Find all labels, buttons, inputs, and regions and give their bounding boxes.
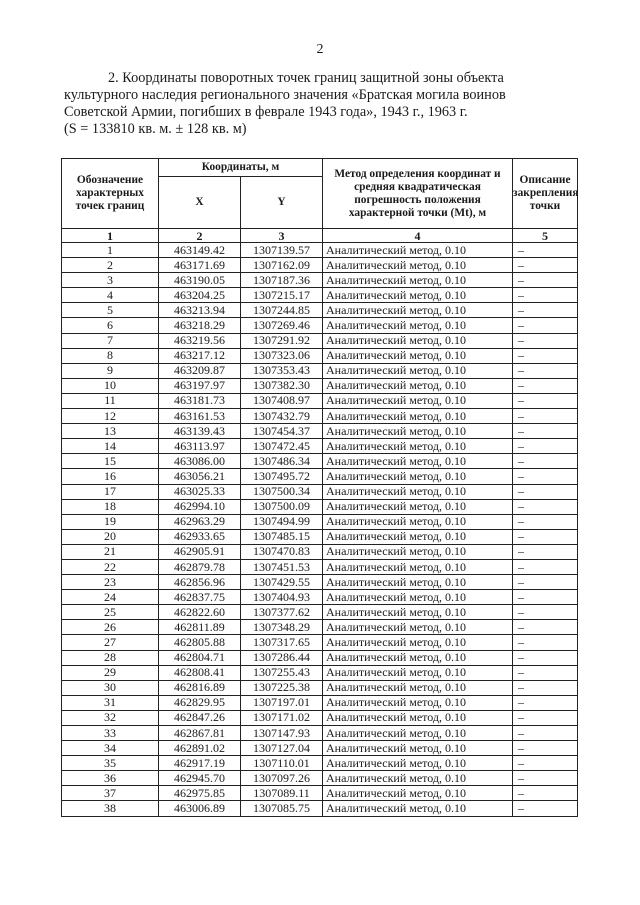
- description-cell: –: [513, 710, 578, 725]
- method-cell: Аналитический метод, 0.10: [323, 514, 513, 529]
- method-cell: Аналитический метод, 0.10: [323, 710, 513, 725]
- x-coordinate-cell: 462945.70: [159, 771, 241, 786]
- x-coordinate-cell: 463086.00: [159, 454, 241, 469]
- x-coordinate-cell: 462879.78: [159, 559, 241, 574]
- x-coordinate-cell: 462847.26: [159, 710, 241, 725]
- point-number-cell: 28: [62, 650, 159, 665]
- table-row: [62, 258, 578, 273]
- table-row: [62, 378, 578, 393]
- method-cell: Аналитический метод, 0.10: [323, 378, 513, 393]
- x-coordinate-cell: 463190.05: [159, 273, 241, 288]
- x-coordinate-cell: 463113.97: [159, 439, 241, 454]
- point-number-cell: 22: [62, 559, 159, 574]
- table-body: [62, 243, 578, 817]
- method-cell: Аналитический метод, 0.10: [323, 559, 513, 574]
- method-cell: Аналитический метод, 0.10: [323, 620, 513, 635]
- method-cell: Аналитический метод, 0.10: [323, 273, 513, 288]
- y-coordinate-cell: 1307348.29: [241, 620, 323, 635]
- table-row: [62, 741, 578, 756]
- heading-line-1: 2. Координаты поворотных точек границ защитной зоны объекта: [108, 70, 504, 86]
- description-cell: –: [513, 393, 578, 408]
- y-coordinate-cell: 1307171.02: [241, 710, 323, 725]
- header-description: Описание закрепления точки: [513, 159, 578, 229]
- y-coordinate-cell: 1307494.99: [241, 514, 323, 529]
- method-cell: Аналитический метод, 0.10: [323, 590, 513, 605]
- table-row: [62, 786, 578, 801]
- x-coordinate-cell: 463139.43: [159, 424, 241, 439]
- x-coordinate-cell: 462816.89: [159, 680, 241, 695]
- table-row: [62, 288, 578, 303]
- description-cell: –: [513, 273, 578, 288]
- y-coordinate-cell: 1307255.43: [241, 665, 323, 680]
- method-cell: Аналитический метод, 0.10: [323, 333, 513, 348]
- x-coordinate-cell: 463213.94: [159, 303, 241, 318]
- y-coordinate-cell: 1307485.15: [241, 529, 323, 544]
- description-cell: –: [513, 635, 578, 650]
- point-number-cell: 35: [62, 756, 159, 771]
- point-number-cell: 37: [62, 786, 159, 801]
- table-row: [62, 393, 578, 408]
- y-coordinate-cell: 1307097.26: [241, 771, 323, 786]
- point-number-cell: 34: [62, 741, 159, 756]
- table-row: [62, 650, 578, 665]
- x-coordinate-cell: 462963.29: [159, 514, 241, 529]
- point-number-cell: 4: [62, 288, 159, 303]
- y-coordinate-cell: 1307197.01: [241, 695, 323, 710]
- method-cell: Аналитический метод, 0.10: [323, 424, 513, 439]
- description-cell: –: [513, 575, 578, 590]
- method-cell: Аналитический метод, 0.10: [323, 650, 513, 665]
- description-cell: –: [513, 741, 578, 756]
- point-number-cell: 31: [62, 695, 159, 710]
- point-number-cell: 36: [62, 771, 159, 786]
- y-coordinate-cell: 1307162.09: [241, 258, 323, 273]
- description-cell: –: [513, 514, 578, 529]
- y-coordinate-cell: 1307451.53: [241, 559, 323, 574]
- point-number-cell: 2: [62, 258, 159, 273]
- table-row: [62, 665, 578, 680]
- point-number-cell: 19: [62, 514, 159, 529]
- point-number-cell: 10: [62, 378, 159, 393]
- method-cell: Аналитический метод, 0.10: [323, 665, 513, 680]
- description-cell: –: [513, 605, 578, 620]
- heading-line-2: культурного наследия регионального значения «Братская могила воинов: [64, 87, 506, 103]
- method-cell: Аналитический метод, 0.10: [323, 439, 513, 454]
- table-row: [62, 575, 578, 590]
- table-row: [62, 454, 578, 469]
- method-cell: Аналитический метод, 0.10: [323, 695, 513, 710]
- x-coordinate-cell: 462808.41: [159, 665, 241, 680]
- method-cell: Аналитический метод, 0.10: [323, 243, 513, 258]
- y-coordinate-cell: 1307286.44: [241, 650, 323, 665]
- description-cell: –: [513, 620, 578, 635]
- header-designation: Обозначение характерных точек границ: [62, 159, 159, 229]
- point-number-cell: 1: [62, 243, 159, 258]
- method-cell: Аналитический метод, 0.10: [323, 303, 513, 318]
- y-coordinate-cell: 1307147.93: [241, 726, 323, 741]
- method-cell: Аналитический метод, 0.10: [323, 680, 513, 695]
- point-number-cell: 38: [62, 801, 159, 816]
- y-coordinate-cell: 1307377.62: [241, 605, 323, 620]
- y-coordinate-cell: 1307408.97: [241, 393, 323, 408]
- x-coordinate-cell: 462933.65: [159, 529, 241, 544]
- y-coordinate-cell: 1307317.65: [241, 635, 323, 650]
- x-coordinate-cell: 462811.89: [159, 620, 241, 635]
- description-cell: –: [513, 333, 578, 348]
- x-coordinate-cell: 463006.89: [159, 801, 241, 816]
- y-coordinate-cell: 1307187.36: [241, 273, 323, 288]
- method-cell: Аналитический метод, 0.10: [323, 318, 513, 333]
- table-row: [62, 409, 578, 424]
- y-coordinate-cell: 1307139.57: [241, 243, 323, 258]
- x-coordinate-cell: 462837.75: [159, 590, 241, 605]
- table-row: [62, 559, 578, 574]
- x-coordinate-cell: 462804.71: [159, 650, 241, 665]
- x-coordinate-cell: 462856.96: [159, 575, 241, 590]
- method-cell: Аналитический метод, 0.10: [323, 575, 513, 590]
- description-cell: –: [513, 378, 578, 393]
- x-coordinate-cell: 463218.29: [159, 318, 241, 333]
- point-number-cell: 15: [62, 454, 159, 469]
- table-row: [62, 605, 578, 620]
- column-number: 5: [513, 229, 578, 243]
- y-coordinate-cell: 1307323.06: [241, 348, 323, 363]
- coordinates-table: [61, 158, 578, 817]
- method-cell: Аналитический метод, 0.10: [323, 348, 513, 363]
- point-number-cell: 29: [62, 665, 159, 680]
- point-number-cell: 6: [62, 318, 159, 333]
- table-row: [62, 771, 578, 786]
- x-coordinate-cell: 463056.21: [159, 469, 241, 484]
- point-number-cell: 26: [62, 620, 159, 635]
- method-cell: Аналитический метод, 0.10: [323, 469, 513, 484]
- method-cell: Аналитический метод, 0.10: [323, 786, 513, 801]
- y-coordinate-cell: 1307404.93: [241, 590, 323, 605]
- description-cell: –: [513, 363, 578, 378]
- description-cell: –: [513, 529, 578, 544]
- description-cell: –: [513, 801, 578, 816]
- description-cell: –: [513, 424, 578, 439]
- table-row: [62, 333, 578, 348]
- point-number-cell: 14: [62, 439, 159, 454]
- point-number-cell: 33: [62, 726, 159, 741]
- description-cell: –: [513, 695, 578, 710]
- y-coordinate-cell: 1307269.46: [241, 318, 323, 333]
- method-cell: Аналитический метод, 0.10: [323, 741, 513, 756]
- x-coordinate-cell: 463025.33: [159, 484, 241, 499]
- x-coordinate-cell: 462867.81: [159, 726, 241, 741]
- y-coordinate-cell: 1307500.34: [241, 484, 323, 499]
- column-number-row: [62, 229, 578, 243]
- header-x: X: [159, 177, 241, 229]
- method-cell: Аналитический метод, 0.10: [323, 288, 513, 303]
- table-row: [62, 499, 578, 514]
- description-cell: –: [513, 469, 578, 484]
- x-coordinate-cell: 463161.53: [159, 409, 241, 424]
- method-cell: Аналитический метод, 0.10: [323, 771, 513, 786]
- description-cell: –: [513, 439, 578, 454]
- description-cell: –: [513, 348, 578, 363]
- point-number-cell: 32: [62, 710, 159, 725]
- column-number: 4: [323, 229, 513, 243]
- table-row: [62, 590, 578, 605]
- table-row: [62, 620, 578, 635]
- x-coordinate-cell: 463217.12: [159, 348, 241, 363]
- header-y: Y: [241, 177, 323, 229]
- description-cell: –: [513, 786, 578, 801]
- point-number-cell: 25: [62, 605, 159, 620]
- method-cell: Аналитический метод, 0.10: [323, 258, 513, 273]
- x-coordinate-cell: 462917.19: [159, 756, 241, 771]
- heading-line-3: Советской Армии, погибших в феврале 1943 года», 1943 г., 1963 г.: [64, 104, 468, 120]
- heading-line-4: (S = 133810 кв. м. ± 128 кв. м): [64, 121, 247, 137]
- x-coordinate-cell: 463204.25: [159, 288, 241, 303]
- y-coordinate-cell: 1307382.30: [241, 378, 323, 393]
- point-number-cell: 21: [62, 544, 159, 559]
- method-cell: Аналитический метод, 0.10: [323, 363, 513, 378]
- description-cell: –: [513, 665, 578, 680]
- point-number-cell: 16: [62, 469, 159, 484]
- description-cell: –: [513, 559, 578, 574]
- y-coordinate-cell: 1307353.43: [241, 363, 323, 378]
- table-row: [62, 695, 578, 710]
- x-coordinate-cell: 463149.42: [159, 243, 241, 258]
- y-coordinate-cell: 1307127.04: [241, 741, 323, 756]
- section-heading: [64, 70, 574, 138]
- x-coordinate-cell: 463181.73: [159, 393, 241, 408]
- description-cell: –: [513, 590, 578, 605]
- point-number-cell: 7: [62, 333, 159, 348]
- point-number-cell: 23: [62, 575, 159, 590]
- method-cell: Аналитический метод, 0.10: [323, 605, 513, 620]
- table-row: [62, 801, 578, 816]
- table-row: [62, 680, 578, 695]
- x-coordinate-cell: 463171.69: [159, 258, 241, 273]
- table-row: [62, 514, 578, 529]
- y-coordinate-cell: 1307215.17: [241, 288, 323, 303]
- point-number-cell: 30: [62, 680, 159, 695]
- x-coordinate-cell: 462829.95: [159, 695, 241, 710]
- y-coordinate-cell: 1307110.01: [241, 756, 323, 771]
- table-row: [62, 469, 578, 484]
- table-row: [62, 424, 578, 439]
- description-cell: –: [513, 726, 578, 741]
- header-coordinates: Координаты, м: [159, 159, 323, 177]
- page-number: 2: [316, 42, 324, 57]
- x-coordinate-cell: 462975.85: [159, 786, 241, 801]
- description-cell: –: [513, 243, 578, 258]
- column-number: 3: [241, 229, 323, 243]
- x-coordinate-cell: 462891.02: [159, 741, 241, 756]
- point-number-cell: 9: [62, 363, 159, 378]
- table-row: [62, 303, 578, 318]
- method-cell: Аналитический метод, 0.10: [323, 409, 513, 424]
- description-cell: –: [513, 454, 578, 469]
- table-row: [62, 439, 578, 454]
- y-coordinate-cell: 1307454.37: [241, 424, 323, 439]
- method-cell: Аналитический метод, 0.10: [323, 393, 513, 408]
- x-coordinate-cell: 462905.91: [159, 544, 241, 559]
- x-coordinate-cell: 463209.87: [159, 363, 241, 378]
- y-coordinate-cell: 1307470.83: [241, 544, 323, 559]
- y-coordinate-cell: 1307085.75: [241, 801, 323, 816]
- description-cell: –: [513, 771, 578, 786]
- method-cell: Аналитический метод, 0.10: [323, 756, 513, 771]
- x-coordinate-cell: 463197.97: [159, 378, 241, 393]
- y-coordinate-cell: 1307429.55: [241, 575, 323, 590]
- point-number-cell: 11: [62, 393, 159, 408]
- point-number-cell: 20: [62, 529, 159, 544]
- y-coordinate-cell: 1307495.72: [241, 469, 323, 484]
- table-row: [62, 484, 578, 499]
- method-cell: Аналитический метод, 0.10: [323, 484, 513, 499]
- point-number-cell: 24: [62, 590, 159, 605]
- y-coordinate-cell: 1307472.45: [241, 439, 323, 454]
- description-cell: –: [513, 258, 578, 273]
- point-number-cell: 13: [62, 424, 159, 439]
- point-number-cell: 5: [62, 303, 159, 318]
- table-row: [62, 348, 578, 363]
- method-cell: Аналитический метод, 0.10: [323, 454, 513, 469]
- method-cell: Аналитический метод, 0.10: [323, 635, 513, 650]
- description-cell: –: [513, 484, 578, 499]
- description-cell: –: [513, 544, 578, 559]
- description-cell: –: [513, 318, 578, 333]
- y-coordinate-cell: 1307225.38: [241, 680, 323, 695]
- table-row: [62, 635, 578, 650]
- table-row: [62, 756, 578, 771]
- method-cell: Аналитический метод, 0.10: [323, 529, 513, 544]
- x-coordinate-cell: 463219.56: [159, 333, 241, 348]
- y-coordinate-cell: 1307244.85: [241, 303, 323, 318]
- description-cell: –: [513, 499, 578, 514]
- point-number-cell: 3: [62, 273, 159, 288]
- table-row: [62, 318, 578, 333]
- description-cell: –: [513, 303, 578, 318]
- y-coordinate-cell: 1307432.79: [241, 409, 323, 424]
- table-row: [62, 363, 578, 378]
- column-number: 2: [159, 229, 241, 243]
- point-number-cell: 18: [62, 499, 159, 514]
- method-cell: Аналитический метод, 0.10: [323, 544, 513, 559]
- y-coordinate-cell: 1307291.92: [241, 333, 323, 348]
- point-number-cell: 8: [62, 348, 159, 363]
- header-method: Метод определения координат и средняя квадратическая погрешность положения характерной точки (Mt), м: [323, 159, 513, 229]
- table-row: [62, 273, 578, 288]
- description-cell: –: [513, 680, 578, 695]
- table-row: [62, 529, 578, 544]
- y-coordinate-cell: 1307486.34: [241, 454, 323, 469]
- column-number: 1: [62, 229, 159, 243]
- point-number-cell: 12: [62, 409, 159, 424]
- method-cell: Аналитический метод, 0.10: [323, 801, 513, 816]
- method-cell: Аналитический метод, 0.10: [323, 726, 513, 741]
- method-cell: Аналитический метод, 0.10: [323, 499, 513, 514]
- x-coordinate-cell: 462822.60: [159, 605, 241, 620]
- x-coordinate-cell: 462994.10: [159, 499, 241, 514]
- x-coordinate-cell: 462805.88: [159, 635, 241, 650]
- table-row: [62, 544, 578, 559]
- y-coordinate-cell: 1307089.11: [241, 786, 323, 801]
- table-row: [62, 726, 578, 741]
- description-cell: –: [513, 650, 578, 665]
- point-number-cell: 17: [62, 484, 159, 499]
- description-cell: –: [513, 288, 578, 303]
- description-cell: –: [513, 756, 578, 771]
- table-row: [62, 710, 578, 725]
- point-number-cell: 27: [62, 635, 159, 650]
- y-coordinate-cell: 1307500.09: [241, 499, 323, 514]
- table-row: [62, 243, 578, 258]
- description-cell: –: [513, 409, 578, 424]
